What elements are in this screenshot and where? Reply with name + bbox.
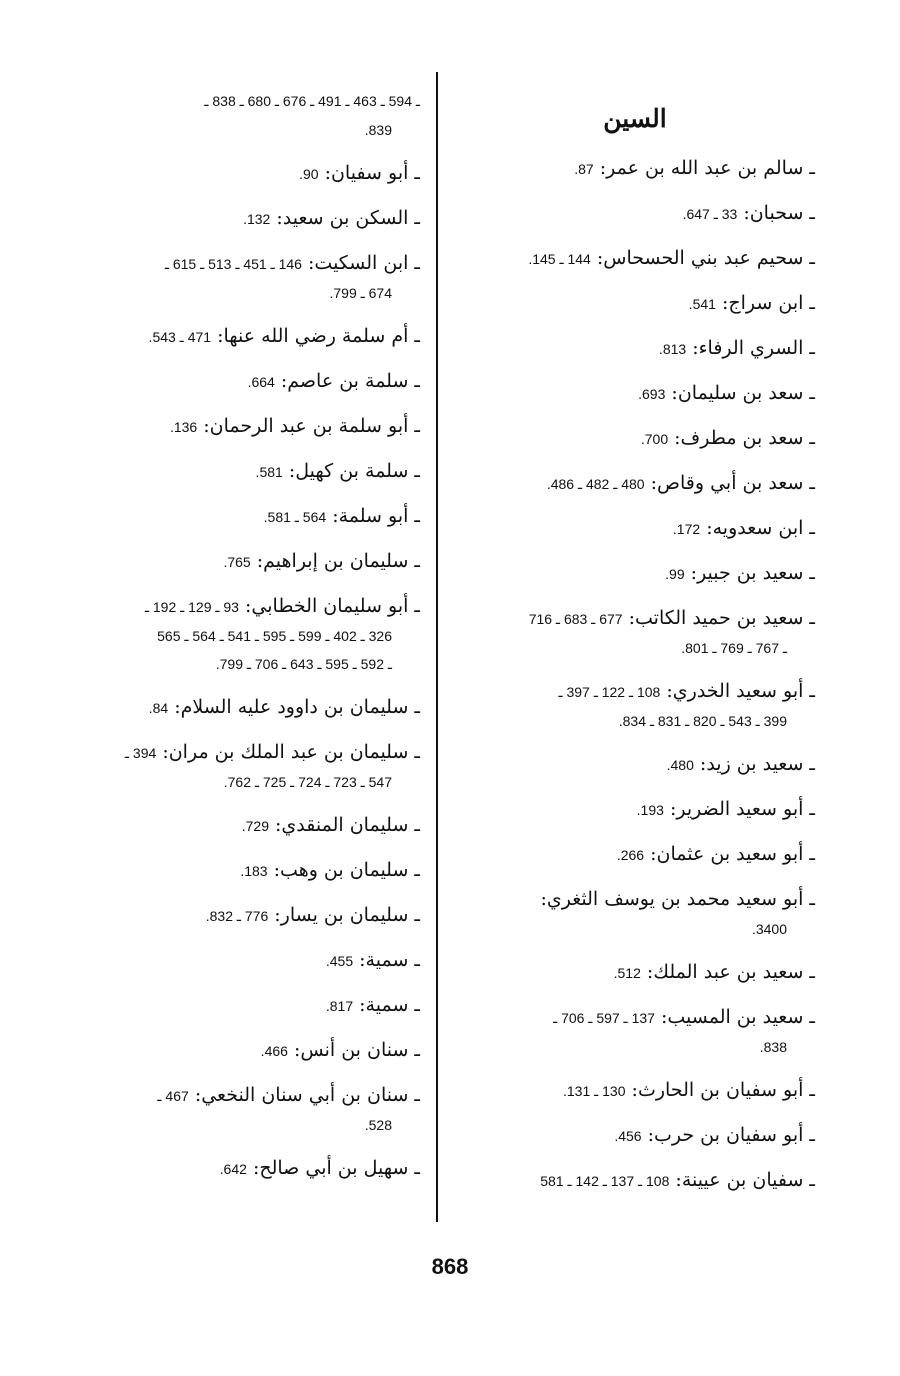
index-entry	[70, 813, 420, 838]
entry-name: ـ سمية:	[359, 994, 420, 1016]
entry-page-refs: 765.	[223, 554, 251, 570]
entry-page-refs-continued: 547 ـ 723 ـ 724 ـ 725 ـ 762.	[223, 774, 392, 790]
entry-page-refs: 137 ـ 597 ـ 706 ـ	[553, 1010, 655, 1026]
index-entry	[455, 561, 815, 586]
entry-page-refs: 87.	[574, 161, 594, 177]
index-entry	[455, 842, 815, 867]
entry-page-refs: 466.	[260, 1043, 288, 1059]
index-entry	[70, 858, 420, 883]
entry-page-refs: 471 ـ 543.	[148, 329, 212, 345]
entry-page-refs: 146 ـ 451 ـ 513 ـ 615 ـ	[164, 256, 302, 272]
index-entry	[455, 887, 815, 940]
entry-page-refs: 677 ـ 683 ـ 716	[528, 611, 623, 627]
entry-page-refs: 93 ـ 129 ـ 192 ـ	[144, 599, 239, 615]
left-column	[70, 88, 420, 1201]
entry-name: ـ ابن السكيت:	[308, 252, 420, 274]
entry-page-refs-continued: 674 ـ 799.	[329, 285, 392, 301]
entry-page-refs: 266.	[616, 847, 645, 863]
entry-page-refs: ـ 594 ـ 463 ـ 491 ـ 676 ـ 680 ـ 838 ـ	[204, 93, 420, 109]
entry-name: ـ أبو سليمان الخطابي:	[245, 595, 420, 617]
entry-name: ـ السري الرفاء:	[692, 337, 815, 359]
index-entry	[70, 369, 420, 394]
entry-name: ـ السكن بن سعيد:	[276, 207, 420, 229]
entry-page-refs: 132.	[243, 211, 271, 227]
entry-page-refs: 84.	[148, 700, 169, 716]
entry-name: ـ سعد بن مطرف:	[674, 427, 815, 449]
entry-name: ـ أبو سفيان:	[324, 162, 420, 184]
index-entry	[70, 324, 420, 349]
column-divider	[436, 72, 438, 1222]
entry-name: ـ سعد بن سليمان:	[671, 382, 815, 404]
entry-page-refs: 394 ـ	[124, 745, 157, 761]
entry-name: ـ سعيد بن زيد:	[699, 753, 815, 775]
entry-page-refs: 480 ـ 482 ـ 486.	[546, 476, 645, 492]
entry-name: ـ ابن سراج:	[721, 292, 815, 314]
index-entry	[455, 1078, 815, 1103]
index-entry	[455, 752, 815, 777]
section-heading: السين	[603, 104, 667, 133]
entry-page-refs-continued: 399 ـ 543 ـ 820 ـ 831 ـ 834.	[618, 713, 787, 729]
index-entry	[455, 246, 815, 271]
entry-page-refs: 467 ـ	[157, 1088, 189, 1104]
index-entry	[70, 414, 420, 439]
index-entry	[70, 993, 420, 1018]
index-entry	[70, 1083, 420, 1136]
entry-page-refs: 455.	[325, 953, 354, 969]
index-entry	[70, 695, 420, 720]
entry-name: ـ أبو سعيد الضرير:	[669, 798, 815, 820]
entry-page-refs-continued: 3400.	[751, 921, 787, 937]
entry-name: ـ أبو سفيان بن الحارث:	[631, 1079, 815, 1101]
entry-name: ـ سليمان المنقدي:	[275, 814, 420, 836]
entry-name: ـ سالم بن عبد الله بن عمر:	[599, 157, 815, 179]
entry-name: ـ سنان بن أنس:	[293, 1039, 420, 1061]
entry-page-refs: 642.	[219, 1161, 247, 1177]
entry-page-refs-continued: 839.	[364, 122, 392, 138]
entry-name: ـ سحيم عبد بني الحسحاس:	[596, 247, 815, 269]
index-entry	[70, 206, 420, 231]
entry-page-refs: 33 ـ 647.	[682, 206, 738, 222]
entry-page-refs: 108 ـ 122 ـ 397 ـ	[558, 684, 661, 700]
entry-name: ـ أبو سلمة بن عبد الرحمان:	[203, 415, 420, 437]
index-entry	[70, 594, 420, 675]
index-entry	[455, 291, 815, 316]
left-entries-list	[70, 88, 420, 1181]
entry-page-refs: 693.	[638, 386, 666, 402]
index-entry	[455, 336, 815, 361]
index-entry	[455, 797, 815, 822]
entry-name: ـ ابن سعدويه:	[706, 517, 815, 539]
entry-page-refs: 99.	[665, 566, 685, 582]
entry-page-refs: 700.	[640, 431, 669, 447]
entry-name: ـ أبو سلمة:	[332, 505, 420, 527]
entry-name: ـ سليمان بن إبراهيم:	[256, 550, 420, 572]
index-entry	[70, 903, 420, 928]
entry-name: ـ سعيد بن حميد الكاتب:	[628, 607, 815, 629]
index-entry	[70, 251, 420, 304]
index-entry	[70, 504, 420, 529]
entry-name: ـ سهيل بن أبي صالح:	[252, 1157, 420, 1179]
entry-name: ـ أم سلمة رضي الله عنها:	[217, 325, 420, 347]
entry-name: ـ سليمان بن يسار:	[274, 904, 420, 926]
entry-page-refs: 183.	[240, 863, 268, 879]
right-column	[455, 88, 815, 1213]
index-entry	[455, 156, 815, 181]
index-entry	[455, 201, 815, 226]
entry-page-refs: 456.	[614, 1128, 642, 1144]
entry-name: ـ سعيد بن المسيب:	[660, 1006, 815, 1028]
entry-page-refs-continued: ـ 592 ـ 595 ـ 643 ـ 706 ـ 799.	[215, 656, 392, 672]
entry-page-refs: 90.	[299, 166, 319, 182]
entry-name: ـ سعيد بن عبد الملك:	[646, 961, 815, 983]
entry-page-refs: 480.	[666, 757, 694, 773]
page-number: 868	[431, 1254, 469, 1279]
index-entry	[455, 679, 815, 732]
entry-page-refs: 581.	[255, 464, 283, 480]
index-entry	[455, 381, 815, 406]
entry-page-refs: 108 ـ 137 ـ 142 ـ 581	[540, 1173, 670, 1189]
entry-name: ـ سليمان بن عبد الملك بن مران:	[162, 741, 420, 763]
entry-name: ـ أبو سعيد بن عثمان:	[650, 843, 815, 865]
entry-name: ـ سليمان بن داوود عليه السلام:	[174, 696, 420, 718]
entry-name: ـ سعد بن أبي وقاص:	[650, 472, 815, 494]
entry-name: ـ أبو سفيان بن حرب:	[647, 1124, 815, 1146]
index-entry	[70, 1156, 420, 1181]
entry-page-refs: 813.	[658, 341, 687, 357]
entry-name: ـ سفيان بن عيينة:	[675, 1169, 815, 1191]
index-entry	[455, 1005, 815, 1058]
index-entry	[70, 549, 420, 574]
entry-name: ـ سلمة بن كهيل:	[288, 460, 420, 482]
entry-page-refs: 512.	[613, 965, 641, 981]
entry-page-refs: 541.	[688, 296, 716, 312]
entry-page-refs-continued: 528.	[364, 1117, 392, 1133]
entry-page-refs-continued: 326 ـ 402 ـ 599 ـ 595 ـ 541 ـ 564 ـ 565	[157, 628, 392, 644]
entry-page-refs: 776 ـ 832.	[205, 908, 269, 924]
entry-name: ـ سحبان:	[743, 202, 815, 224]
index-entry	[70, 161, 420, 186]
entry-name: ـ سليمان بن وهب:	[273, 859, 420, 881]
index-entry	[455, 1168, 815, 1193]
index-entry	[455, 516, 815, 541]
entry-page-refs: 130 ـ 131.	[563, 1083, 626, 1099]
entry-page-refs: 817.	[325, 998, 354, 1014]
index-entry	[455, 960, 815, 985]
index-entry	[455, 426, 815, 451]
entry-page-refs: 144 ـ 145.	[528, 251, 591, 267]
index-entry	[70, 1038, 420, 1063]
entry-name: ـ أبو سعيد الخدري:	[666, 680, 815, 702]
index-entry	[455, 606, 815, 659]
entry-name: ـ سلمة بن عاصم:	[280, 370, 420, 392]
index-entry	[70, 88, 420, 141]
index-entry	[455, 1123, 815, 1148]
index-entry	[70, 740, 420, 793]
index-entry	[70, 948, 420, 973]
entry-page-refs-continued: ـ 767 ـ 769 ـ 801.	[681, 640, 787, 656]
entry-name: ـ سمية:	[359, 949, 420, 971]
entry-page-refs: 172.	[672, 521, 701, 537]
entry-name: ـ أبو سعيد محمد بن يوسف الثغري:	[540, 888, 815, 910]
entry-page-refs: 729.	[241, 818, 269, 834]
entry-name: ـ سنان بن أبي سنان النخعي:	[194, 1084, 420, 1106]
right-entries-list	[455, 156, 815, 1193]
entry-page-refs: 664.	[247, 374, 275, 390]
entry-name: ـ سعيد بن جبير:	[690, 562, 815, 584]
entry-page-refs: 564 ـ 581.	[263, 509, 327, 525]
index-entry	[70, 459, 420, 484]
index-entry	[455, 471, 815, 496]
entry-page-refs-continued: 838.	[759, 1039, 787, 1055]
entry-page-refs: 136.	[169, 419, 198, 435]
entry-page-refs: 193.	[636, 802, 664, 818]
